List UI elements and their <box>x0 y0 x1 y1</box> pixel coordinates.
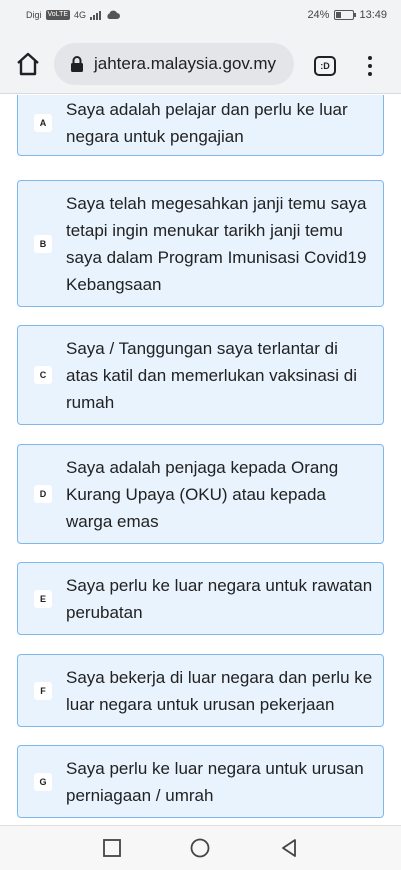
browser-toolbar <box>0 34 401 94</box>
signal-icon <box>90 10 102 20</box>
option-text: Saya bekerja di luar negara dan perlu ke luar negara untuk urusan pekerjaan <box>66 667 373 714</box>
clock: 13:49 <box>359 9 387 21</box>
option-b[interactable] <box>17 180 384 307</box>
volte-badge: VoLTE <box>47 11 69 18</box>
dot-icon <box>368 56 372 60</box>
system-navigation-bar <box>0 825 401 870</box>
option-letter: D <box>34 485 52 503</box>
battery-fill <box>336 12 340 18</box>
status-left <box>26 10 120 20</box>
option-c[interactable] <box>17 325 384 425</box>
home-nav-button[interactable] <box>188 836 212 860</box>
option-a[interactable] <box>17 95 384 156</box>
option-text: Saya telah megesahkan janji temu saya tetapi ingin menukar tarikh janji temu saya dalam Program Imunisasi Covid19 Kebangsaan <box>66 193 367 294</box>
option-letter: C <box>34 366 52 384</box>
option-f[interactable] <box>17 654 384 727</box>
home-icon <box>14 50 42 78</box>
dot-icon <box>368 64 372 68</box>
option-letter: G <box>34 773 52 791</box>
dot-icon <box>368 72 372 76</box>
cloud-icon <box>106 10 120 20</box>
battery-percent: 24% <box>307 9 330 21</box>
option-text: Saya adalah penjaga kepada Orang Kurang Upaya (OKU) atau kepada warga emas <box>66 457 339 531</box>
option-letter: F <box>34 682 52 700</box>
option-d[interactable] <box>17 444 384 544</box>
square-icon <box>100 836 124 860</box>
address-bar[interactable] <box>54 43 294 85</box>
option-text: Saya adalah pelajar dan perlu ke luar negara untuk pengajian <box>66 99 348 146</box>
recents-button[interactable] <box>100 836 124 860</box>
tab-switcher-button[interactable]: :D <box>314 56 336 76</box>
option-letter: E <box>34 590 52 608</box>
back-button[interactable] <box>277 836 301 860</box>
url-text: jahtera.malaysia.gov.my <box>94 54 277 73</box>
status-bar <box>0 0 401 34</box>
circle-icon <box>188 836 212 860</box>
option-letter: A <box>34 114 52 132</box>
option-text: Saya / Tanggungan saya terlantar di atas katil dan memerlukan vaksinasi di rumah <box>66 338 358 412</box>
option-text: Saya perlu ke luar negara untuk rawatan perubatan <box>66 575 373 622</box>
option-e[interactable] <box>17 562 384 635</box>
lock-icon <box>68 55 86 73</box>
back-triangle-icon <box>277 836 301 860</box>
option-letter: B <box>34 235 52 253</box>
option-text: Saya perlu ke luar negara untuk urusan perniagaan / umrah <box>66 758 364 805</box>
option-g[interactable] <box>17 745 384 818</box>
home-button[interactable] <box>14 50 42 78</box>
battery-icon <box>334 10 354 20</box>
page-content <box>0 95 401 825</box>
network-type: 4G <box>74 10 87 20</box>
carrier-name: Digi <box>26 10 42 20</box>
more-menu-button[interactable] <box>362 54 378 78</box>
status-right <box>307 9 387 21</box>
